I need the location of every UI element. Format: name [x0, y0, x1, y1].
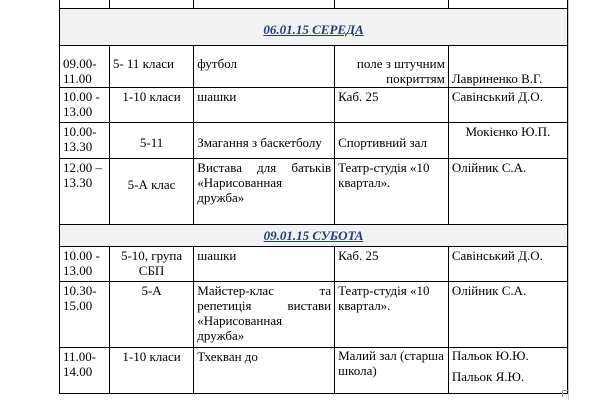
page-edge-line — [568, 0, 569, 400]
group-cell: 5- 11 класи — [109, 45, 193, 87]
responsible-name: Пальок Ю.Ю. — [451, 347, 529, 363]
time-cell: 10.00 - 13.00 — [60, 87, 110, 122]
time-cell: 10.00 - 13.00 — [60, 246, 110, 281]
group-cell: 1-10 класи — [109, 347, 193, 393]
table-row — [60, 0, 568, 8]
table-cell — [109, 0, 193, 8]
table-cell — [194, 0, 335, 8]
place-cell: Каб. 25 — [335, 246, 449, 281]
table-row — [60, 87, 568, 122]
table-row — [60, 347, 568, 393]
event-cell: Вистава для батьків «Нарисованная дружба» — [194, 158, 335, 224]
group-cell: 5-10, група СБП — [109, 246, 193, 281]
schedule-table-container — [59, 0, 568, 402]
table-cell — [335, 0, 449, 8]
time-cell: 10.00-13.30 — [60, 122, 110, 158]
place-cell: Малий зал (старша школа) — [335, 347, 449, 393]
table-row — [60, 122, 568, 158]
responsible-cell: Лавриненко В.Г. — [448, 45, 567, 87]
event-cell: шашки — [194, 246, 335, 281]
time-cell: 10.30-15.00 — [60, 281, 110, 347]
place-cell: Театр-студія «10 квартал». — [335, 281, 449, 347]
responsible-cell: Олійник С.А. — [448, 158, 567, 224]
event-cell: Тхекван до — [194, 347, 335, 393]
event-cell: Змагання з баскетболу — [194, 122, 335, 158]
day-heading-row — [60, 224, 568, 246]
event-cell: Майстер-клас та репетиція вистави «Нарисованная дружба» — [194, 281, 335, 347]
table-row — [60, 45, 568, 87]
table-row — [60, 246, 568, 281]
responsible-cell: Савінський Д.О. — [448, 246, 567, 281]
table-cell — [448, 0, 567, 8]
day-heading: 09.01.15 СУБОТА — [60, 224, 568, 246]
table-row — [60, 158, 568, 224]
place-cell: поле з штучним покриттям — [335, 45, 449, 87]
responsible-cell — [448, 347, 567, 393]
event-cell: шашки — [194, 87, 335, 122]
table-cell — [60, 0, 110, 8]
place-cell: Каб. 25 — [335, 87, 449, 122]
group-cell: 5-11 — [109, 122, 193, 158]
group-cell: 5-А клас — [109, 158, 193, 224]
responsible-name: Пальок Я.Ю. — [451, 368, 525, 384]
responsible-cell: Олійник С.А. — [448, 281, 567, 347]
day-heading-row — [60, 8, 568, 45]
responsible-cell: Савінський Д.О. — [448, 87, 567, 122]
group-cell: 1-10 класи — [109, 87, 193, 122]
schedule-table — [59, 0, 568, 394]
event-cell: футбол — [194, 45, 335, 87]
time-cell: 09.00-11.00 — [60, 45, 110, 87]
place-cell: Спортивний зал — [335, 122, 449, 158]
time-cell: 11.00-14.00 — [60, 347, 110, 393]
group-cell: 5-А — [109, 281, 193, 347]
day-heading: 06.01.15 СЕРЕДА — [60, 8, 568, 45]
page-corner-mark — [562, 390, 569, 397]
table-row — [60, 281, 568, 347]
place-cell: Театр-студія «10 квартал». — [335, 158, 449, 224]
time-cell: 12.00 – 13.30 — [60, 158, 110, 224]
responsible-cell: Мокієнко Ю.П. — [448, 122, 567, 158]
